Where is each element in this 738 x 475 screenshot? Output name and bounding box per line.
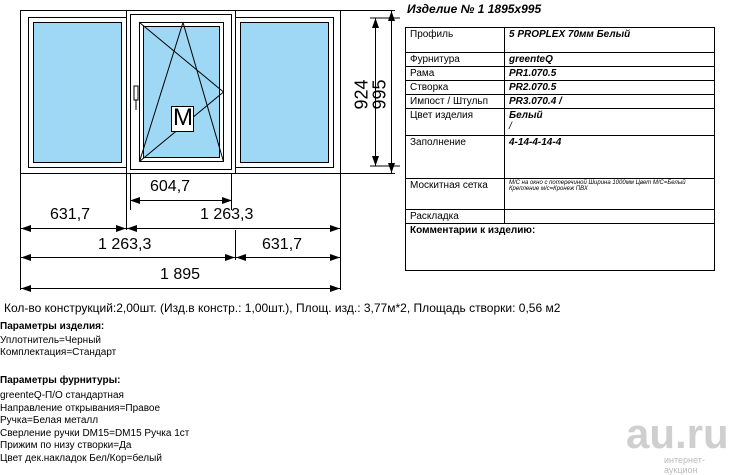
params-hardware-heading: Параметры фурнитуры:	[0, 375, 121, 386]
spec-label: Профиль	[406, 28, 505, 53]
spec-label: Москитная сетка	[406, 179, 505, 210]
row2-left-dim: 1 263,3	[98, 236, 152, 253]
spec-label: Цвет изделия	[406, 109, 505, 136]
center-label: M	[173, 104, 193, 131]
spec-label: Раскладка	[406, 210, 505, 224]
spec-value: М/С на окно с потеречиной Ширина 1000мм Цвет М/С=Белый Крепление м/с=Кронеж ПВХ	[505, 179, 715, 210]
spec-label: Рама	[406, 67, 505, 81]
params-product-heading: Параметры изделия:	[0, 321, 105, 332]
params-hardware-line: greenteQ-П/О стандартная	[0, 390, 124, 401]
height-inner-dim: 924	[351, 79, 372, 110]
summary-line: Кол-во конструкций:2,00шт. (Изд.в констр.: 1,00шт.), Площ. изд.: 3,77м*2, Площадь створки: 0,56 м2	[4, 301, 561, 315]
params-hardware-line: Цвет дек.накладок Бел/Кор=белый	[0, 453, 162, 464]
watermark-sub: интернет-аукцион	[664, 455, 705, 475]
comments-label: Комментарии к изделию:	[406, 224, 715, 271]
table-row	[406, 224, 715, 271]
spec-label: Фурнитура	[406, 53, 505, 67]
params-hardware-line: Ручка=Белая металл	[0, 415, 99, 426]
total-width-dim: 1 895	[160, 266, 201, 283]
spec-label: Створка	[406, 81, 505, 95]
spec-value: Белый /	[505, 109, 715, 136]
params-product-line: Комплектация=Стандарт	[0, 347, 117, 358]
spec-value: PR1.070.5	[505, 67, 715, 81]
window-drawing	[0, 0, 400, 300]
spec-value: PR2.070.5	[505, 81, 715, 95]
params-hardware-line: Прижим по низу створки=Да	[0, 440, 132, 451]
spec-value: 4-14-4-14-4	[505, 136, 715, 179]
spec-label: Заполнение	[406, 136, 505, 179]
left-pane-glass	[34, 23, 122, 163]
table-row	[406, 81, 715, 95]
table-row	[406, 28, 715, 53]
sash-width-dim: 604,7	[150, 178, 191, 195]
params-hardware-line: Направление открывания=Правое	[0, 403, 161, 414]
center-pane-glass	[144, 27, 220, 158]
spec-value: greenteQ	[505, 53, 715, 67]
table-row	[406, 67, 715, 81]
row1-right-dim: 1 263,3	[200, 206, 254, 223]
product-title: Изделие № 1 1895x995	[407, 2, 542, 16]
row1-left-dim: 631,7	[50, 206, 91, 223]
spec-value	[505, 210, 715, 224]
table-row	[406, 95, 715, 109]
spec-label: Импост / Штульп	[406, 95, 505, 109]
watermark-logo: au.ru	[626, 410, 729, 457]
right-pane-glass	[241, 23, 329, 163]
table-row	[406, 210, 715, 224]
table-row	[406, 53, 715, 67]
spec-table	[405, 27, 715, 271]
spec-value: PR3.070.4 /	[505, 95, 715, 109]
table-row	[406, 179, 715, 210]
row2-right-dim: 631,7	[262, 236, 303, 253]
params-hardware-line: Сверление ручки DM15=DM15 Ручка 1ст	[0, 428, 190, 439]
height-total-dim: 995	[369, 79, 390, 110]
table-row	[406, 136, 715, 179]
spec-value: 5 PROPLEX 70мм Белый	[505, 28, 715, 53]
params-product-line: Уплотнитель=Черный	[0, 335, 101, 346]
table-row	[406, 109, 715, 136]
